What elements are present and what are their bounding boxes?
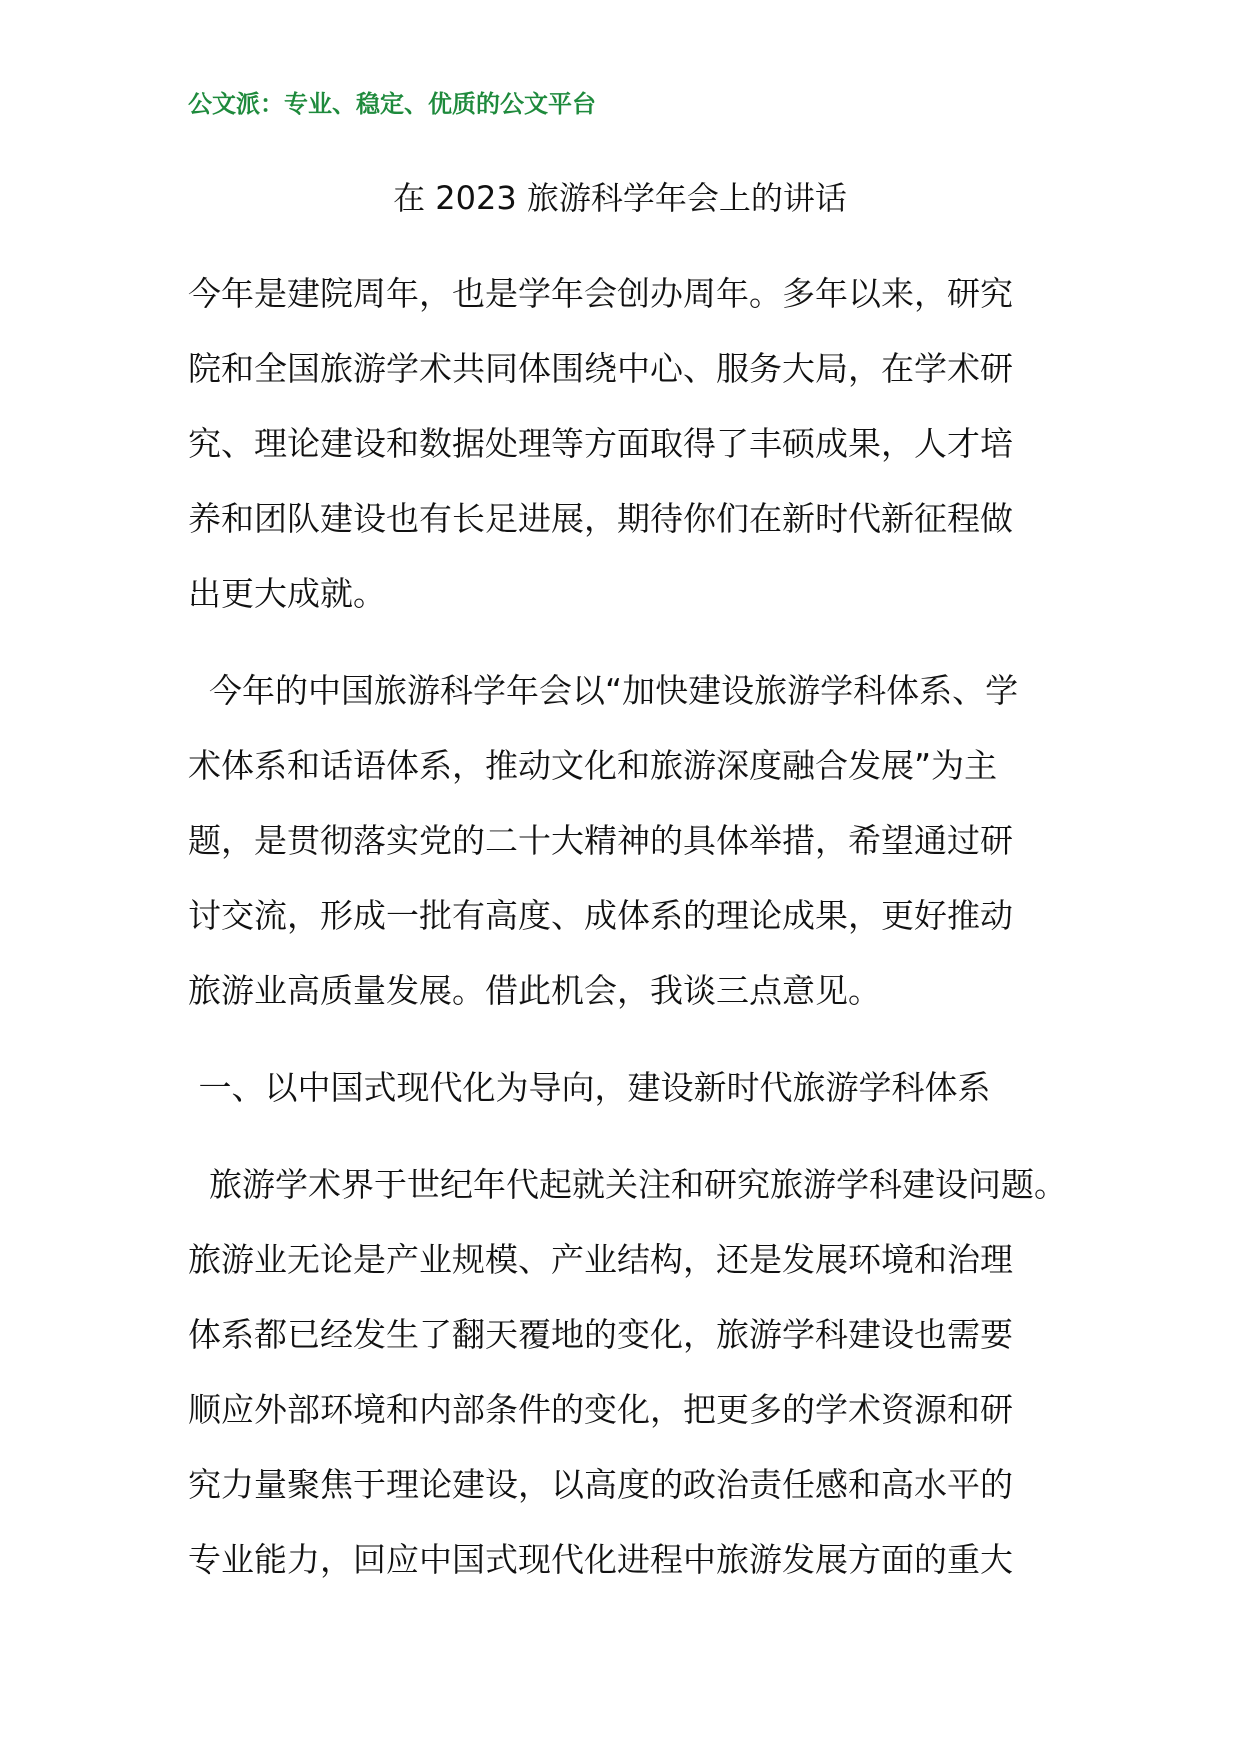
section-heading: 一、以中国式现代化为导向，建设新时代旅游学科体系 <box>188 1068 991 1107</box>
document-title: 在 2023 旅游科学年会上的讲话 <box>393 179 847 217</box>
text-line: 究、理论建设和数据处理等方面取得了丰硕成果，人才培 <box>188 424 1013 463</box>
text-line: 出更大成就。 <box>188 574 386 613</box>
text-line: 体系都已经发生了翻天覆地的变化，旅游学科建设也需要 <box>188 1315 1013 1354</box>
text-line: 今年是建院周年，也是学年会创办周年。多年以来，研究 <box>188 274 1013 313</box>
site-slogan: 公文派：专业、稳定、优质的公文平台 <box>188 90 596 118</box>
text-line: 养和团队建设也有长足进展，期待你们在新时代新征程做 <box>188 499 1013 538</box>
text-line: 旅游业无论是产业规模、产业结构，还是发展环境和治理 <box>188 1240 1013 1279</box>
text-line: 专业能力，回应中国式现代化进程中旅游发展方面的重大 <box>188 1540 1013 1579</box>
text-line: 院和全国旅游学术共同体围绕中心、服务大局，在学术研 <box>188 349 1013 388</box>
text-line: 究力量聚焦于理论建设，以高度的政治责任感和高水平的 <box>188 1465 1013 1504</box>
text-line: 旅游业高质量发展。借此机会，我谈三点意见。 <box>188 971 881 1010</box>
text-line: 讨交流，形成一批有高度、成体系的理论成果，更好推动 <box>188 896 1013 935</box>
text-line: 题，是贯彻落实党的二十大精神的具体举措，希望通过研 <box>188 821 1013 860</box>
text-line: 今年的中国旅游科学年会以“加快建设旅游学科体系、学 <box>188 671 1019 710</box>
paragraph-3 <box>188 1147 1067 1597</box>
text-line: 顺应外部环境和内部条件的变化，把更多的学术资源和研 <box>188 1390 1013 1429</box>
paragraph-1 <box>188 256 1060 631</box>
text-line: 旅游学术界于世纪年代起就关注和研究旅游学科建设问题。 <box>188 1165 1067 1204</box>
document-body <box>188 256 1067 1619</box>
paragraph-2 <box>188 653 1060 1028</box>
text-line: 术体系和话语体系，推动文化和旅游深度融合发展”为主 <box>188 746 998 785</box>
